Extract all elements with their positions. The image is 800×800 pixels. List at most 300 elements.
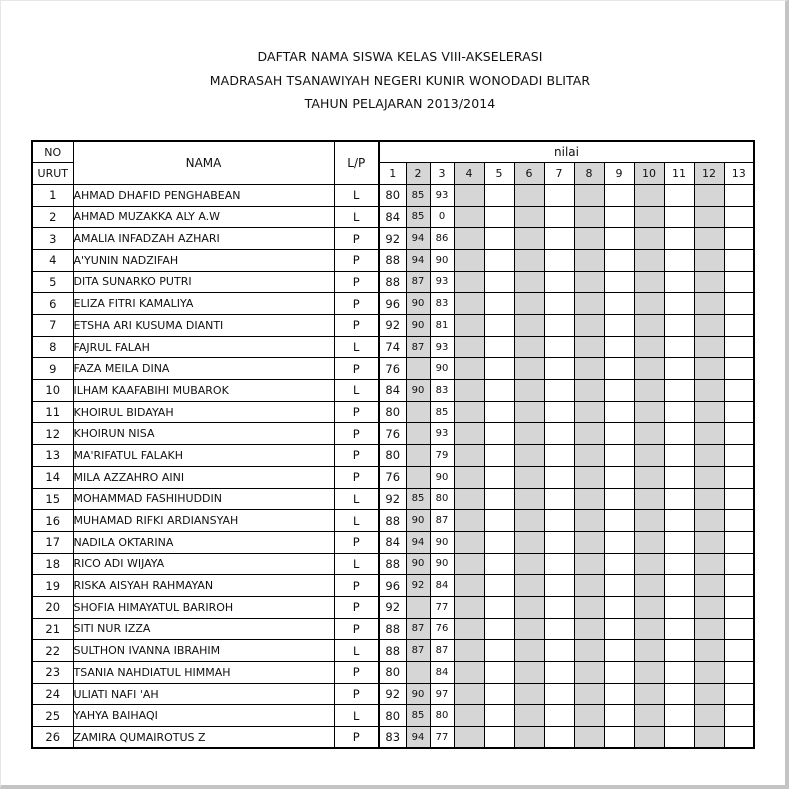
score-cell-13 xyxy=(724,488,754,510)
score-cell-3: 84 xyxy=(430,662,454,684)
score-cell-4 xyxy=(454,553,484,575)
score-cell-13 xyxy=(724,662,754,684)
table-row xyxy=(32,727,754,749)
score-cell-1: 88 xyxy=(379,510,406,532)
score-cell-13 xyxy=(724,315,754,337)
score-cell-4 xyxy=(454,315,484,337)
header-urut: URUT xyxy=(32,163,73,185)
score-cell-12 xyxy=(694,488,724,510)
score-cell-7 xyxy=(544,271,574,293)
score-cell-9 xyxy=(604,575,634,597)
score-cell-12 xyxy=(694,315,724,337)
student-number: 12 xyxy=(32,423,73,445)
student-gender: P xyxy=(334,358,379,380)
header-column-5: 5 xyxy=(484,163,514,185)
score-cell-3: 90 xyxy=(430,358,454,380)
score-cell-10 xyxy=(634,618,664,640)
score-cell-3: 93 xyxy=(430,271,454,293)
score-cell-2: 90 xyxy=(406,380,430,402)
score-cell-7 xyxy=(544,423,574,445)
student-name: FAZA MEILA DINA xyxy=(73,358,334,380)
score-cell-6 xyxy=(514,401,544,423)
score-cell-2: 90 xyxy=(406,510,430,532)
student-gender: P xyxy=(334,531,379,553)
score-cell-7 xyxy=(544,640,574,662)
score-cell-5 xyxy=(484,705,514,727)
score-cell-1: 92 xyxy=(379,315,406,337)
student-name: AHMAD MUZAKKA ALY A.W xyxy=(73,206,334,228)
student-gender: P xyxy=(334,228,379,250)
score-cell-9 xyxy=(604,510,634,532)
student-name: SULTHON IVANNA IBRAHIM xyxy=(73,640,334,662)
table-row xyxy=(32,315,754,337)
score-cell-3: 0 xyxy=(430,206,454,228)
score-cell-13 xyxy=(724,184,754,206)
score-cell-6 xyxy=(514,596,544,618)
score-cell-11 xyxy=(664,727,694,749)
score-cell-1: 76 xyxy=(379,466,406,488)
score-cell-2: 87 xyxy=(406,618,430,640)
header-column-10: 10 xyxy=(634,163,664,185)
student-number: 17 xyxy=(32,531,73,553)
score-cell-2: 94 xyxy=(406,228,430,250)
score-cell-8 xyxy=(574,727,604,749)
score-cell-8 xyxy=(574,596,604,618)
score-cell-13 xyxy=(724,531,754,553)
student-name: YAHYA BAIHAQI xyxy=(73,705,334,727)
score-cell-12 xyxy=(694,184,724,206)
score-cell-3: 83 xyxy=(430,380,454,402)
header-column-11: 11 xyxy=(664,163,694,185)
table-row xyxy=(32,466,754,488)
score-cell-8 xyxy=(574,336,604,358)
header-column-7: 7 xyxy=(544,163,574,185)
score-cell-4 xyxy=(454,380,484,402)
score-cell-3: 87 xyxy=(430,510,454,532)
score-cell-10 xyxy=(634,466,664,488)
score-cell-9 xyxy=(604,206,634,228)
student-number: 14 xyxy=(32,466,73,488)
student-gender: L xyxy=(334,336,379,358)
score-cell-4 xyxy=(454,401,484,423)
student-name: ILHAM KAAFABIHI MUBAROK xyxy=(73,380,334,402)
score-cell-6 xyxy=(514,640,544,662)
score-cell-13 xyxy=(724,553,754,575)
score-cell-11 xyxy=(664,575,694,597)
score-cell-13 xyxy=(724,596,754,618)
student-name: KHOIRUL BIDAYAH xyxy=(73,401,334,423)
score-cell-12 xyxy=(694,358,724,380)
score-cell-1: 80 xyxy=(379,184,406,206)
score-cell-5 xyxy=(484,662,514,684)
header-column-8: 8 xyxy=(574,163,604,185)
score-cell-12 xyxy=(694,575,724,597)
score-cell-8 xyxy=(574,705,604,727)
student-gender: P xyxy=(334,596,379,618)
score-cell-2 xyxy=(406,596,430,618)
header-column-1: 1 xyxy=(379,163,406,185)
score-cell-9 xyxy=(604,380,634,402)
score-cell-5 xyxy=(484,380,514,402)
header-lp: L/P xyxy=(334,141,379,184)
score-cell-13 xyxy=(724,466,754,488)
score-cell-9 xyxy=(604,336,634,358)
score-cell-13 xyxy=(724,423,754,445)
score-cell-8 xyxy=(574,271,604,293)
score-cell-7 xyxy=(544,705,574,727)
score-cell-7 xyxy=(544,184,574,206)
score-cell-11 xyxy=(664,184,694,206)
table-row xyxy=(32,358,754,380)
table-row xyxy=(32,206,754,228)
score-cell-2: 90 xyxy=(406,553,430,575)
score-cell-7 xyxy=(544,466,574,488)
score-cell-8 xyxy=(574,184,604,206)
score-cell-6 xyxy=(514,358,544,380)
score-cell-5 xyxy=(484,510,514,532)
score-cell-1: 96 xyxy=(379,575,406,597)
student-name: RICO ADI WIJAYA xyxy=(73,553,334,575)
score-cell-8 xyxy=(574,228,604,250)
score-cell-8 xyxy=(574,488,604,510)
score-cell-12 xyxy=(694,380,724,402)
student-gender: L xyxy=(334,206,379,228)
table-row xyxy=(32,553,754,575)
score-cell-3: 84 xyxy=(430,575,454,597)
score-cell-6 xyxy=(514,683,544,705)
score-cell-7 xyxy=(544,553,574,575)
score-cell-6 xyxy=(514,293,544,315)
student-gender: P xyxy=(334,401,379,423)
score-cell-2: 92 xyxy=(406,575,430,597)
score-cell-4 xyxy=(454,662,484,684)
score-cell-1: 92 xyxy=(379,228,406,250)
table-row xyxy=(32,640,754,662)
score-cell-12 xyxy=(694,206,724,228)
score-cell-10 xyxy=(634,358,664,380)
score-cell-9 xyxy=(604,531,634,553)
title-line-2: MADRASAH TSANAWIYAH NEGERI KUNIR WONODADI BLITAR xyxy=(209,73,591,88)
student-name: TSANIA NAHDIATUL HIMMAH xyxy=(73,662,334,684)
score-cell-11 xyxy=(664,401,694,423)
score-cell-7 xyxy=(544,249,574,271)
score-cell-4 xyxy=(454,727,484,749)
title-line-3: TAHUN PELAJARAN 2013/2014 xyxy=(304,96,496,111)
score-cell-12 xyxy=(694,727,724,749)
table-row xyxy=(32,662,754,684)
score-cell-11 xyxy=(664,596,694,618)
score-cell-5 xyxy=(484,358,514,380)
score-cell-10 xyxy=(634,423,664,445)
score-cell-4 xyxy=(454,249,484,271)
student-name: ZAMIRA QUMAIROTUS Z xyxy=(73,727,334,749)
table-row xyxy=(32,705,754,727)
score-cell-12 xyxy=(694,249,724,271)
score-cell-9 xyxy=(604,488,634,510)
score-cell-1: 80 xyxy=(379,662,406,684)
table-row xyxy=(32,596,754,618)
score-cell-10 xyxy=(634,531,664,553)
score-cell-8 xyxy=(574,293,604,315)
score-cell-3: 87 xyxy=(430,640,454,662)
score-cell-9 xyxy=(604,466,634,488)
student-number: 8 xyxy=(32,336,73,358)
score-cell-12 xyxy=(694,531,724,553)
score-cell-3: 80 xyxy=(430,705,454,727)
score-cell-1: 88 xyxy=(379,249,406,271)
student-name: A'YUNIN NADZIFAH xyxy=(73,249,334,271)
student-number: 20 xyxy=(32,596,73,618)
table-row xyxy=(32,618,754,640)
student-number: 21 xyxy=(32,618,73,640)
score-cell-4 xyxy=(454,336,484,358)
score-cell-13 xyxy=(724,401,754,423)
score-cell-1: 88 xyxy=(379,553,406,575)
score-cell-12 xyxy=(694,228,724,250)
score-cell-11 xyxy=(664,510,694,532)
score-cell-7 xyxy=(544,683,574,705)
score-cell-13 xyxy=(724,358,754,380)
score-cell-9 xyxy=(604,727,634,749)
score-cell-13 xyxy=(724,228,754,250)
score-cell-5 xyxy=(484,271,514,293)
student-name: SITI NUR IZZA xyxy=(73,618,334,640)
score-cell-6 xyxy=(514,228,544,250)
score-cell-2 xyxy=(406,466,430,488)
header-nama: NAMA xyxy=(73,141,334,184)
score-cell-9 xyxy=(604,293,634,315)
score-cell-12 xyxy=(694,336,724,358)
score-cell-5 xyxy=(484,228,514,250)
score-cell-13 xyxy=(724,705,754,727)
score-cell-3: 90 xyxy=(430,553,454,575)
score-cell-12 xyxy=(694,466,724,488)
score-cell-5 xyxy=(484,727,514,749)
score-cell-9 xyxy=(604,315,634,337)
score-cell-8 xyxy=(574,575,604,597)
score-cell-1: 88 xyxy=(379,271,406,293)
score-cell-10 xyxy=(634,249,664,271)
score-cell-2: 85 xyxy=(406,184,430,206)
score-cell-11 xyxy=(664,423,694,445)
title-line-1: DAFTAR NAMA SISWA KELAS VIII-AKSELERASI xyxy=(257,49,543,64)
score-cell-2: 90 xyxy=(406,293,430,315)
header-no: NO xyxy=(32,141,73,163)
score-cell-10 xyxy=(634,662,664,684)
score-cell-13 xyxy=(724,683,754,705)
score-cell-3: 97 xyxy=(430,683,454,705)
score-cell-4 xyxy=(454,271,484,293)
score-cell-10 xyxy=(634,445,664,467)
student-gender: P xyxy=(334,445,379,467)
score-cell-8 xyxy=(574,445,604,467)
score-cell-5 xyxy=(484,445,514,467)
score-cell-7 xyxy=(544,293,574,315)
table-row xyxy=(32,184,754,206)
score-cell-8 xyxy=(574,618,604,640)
score-cell-10 xyxy=(634,315,664,337)
score-cell-1: 84 xyxy=(379,380,406,402)
student-number: 13 xyxy=(32,445,73,467)
score-cell-2: 85 xyxy=(406,488,430,510)
score-cell-3: 90 xyxy=(430,466,454,488)
score-cell-11 xyxy=(664,705,694,727)
score-cell-1: 80 xyxy=(379,705,406,727)
table-row xyxy=(32,510,754,532)
student-gender: P xyxy=(334,575,379,597)
score-cell-12 xyxy=(694,553,724,575)
header-column-9: 9 xyxy=(604,163,634,185)
score-cell-2: 94 xyxy=(406,531,430,553)
score-cell-2: 94 xyxy=(406,727,430,749)
score-cell-6 xyxy=(514,336,544,358)
score-cell-4 xyxy=(454,445,484,467)
student-name: NADILA OKTARINA xyxy=(73,531,334,553)
score-cell-1: 92 xyxy=(379,683,406,705)
student-name: FAJRUL FALAH xyxy=(73,336,334,358)
score-cell-12 xyxy=(694,640,724,662)
score-cell-10 xyxy=(634,640,664,662)
score-cell-12 xyxy=(694,705,724,727)
score-cell-7 xyxy=(544,575,574,597)
score-cell-6 xyxy=(514,510,544,532)
score-cell-11 xyxy=(664,249,694,271)
score-cell-4 xyxy=(454,228,484,250)
score-cell-2: 87 xyxy=(406,640,430,662)
score-cell-1: 80 xyxy=(379,401,406,423)
score-cell-4 xyxy=(454,358,484,380)
score-cell-1: 96 xyxy=(379,293,406,315)
score-cell-3: 93 xyxy=(430,423,454,445)
score-cell-13 xyxy=(724,575,754,597)
score-cell-9 xyxy=(604,271,634,293)
score-cell-3: 93 xyxy=(430,336,454,358)
score-cell-13 xyxy=(724,336,754,358)
score-cell-13 xyxy=(724,271,754,293)
score-cell-1: 84 xyxy=(379,206,406,228)
student-name: SHOFIA HIMAYATUL BARIROH xyxy=(73,596,334,618)
table-row xyxy=(32,401,754,423)
score-cell-5 xyxy=(484,531,514,553)
table-row xyxy=(32,249,754,271)
student-grade-table xyxy=(31,140,755,749)
score-cell-11 xyxy=(664,662,694,684)
student-number: 3 xyxy=(32,228,73,250)
score-cell-10 xyxy=(634,380,664,402)
score-cell-5 xyxy=(484,401,514,423)
score-cell-8 xyxy=(574,358,604,380)
score-cell-6 xyxy=(514,553,544,575)
score-cell-6 xyxy=(514,727,544,749)
table-row xyxy=(32,488,754,510)
score-cell-5 xyxy=(484,336,514,358)
score-cell-13 xyxy=(724,640,754,662)
score-cell-8 xyxy=(574,510,604,532)
table-row xyxy=(32,683,754,705)
table-row xyxy=(32,531,754,553)
score-cell-6 xyxy=(514,705,544,727)
score-cell-8 xyxy=(574,206,604,228)
score-cell-10 xyxy=(634,228,664,250)
score-cell-6 xyxy=(514,380,544,402)
score-cell-8 xyxy=(574,249,604,271)
score-cell-2 xyxy=(406,401,430,423)
score-cell-10 xyxy=(634,683,664,705)
score-cell-11 xyxy=(664,315,694,337)
score-cell-7 xyxy=(544,596,574,618)
score-cell-6 xyxy=(514,206,544,228)
student-name: MA'RIFATUL FALAKH xyxy=(73,445,334,467)
score-cell-7 xyxy=(544,358,574,380)
score-cell-3: 83 xyxy=(430,293,454,315)
score-cell-9 xyxy=(604,401,634,423)
student-name: RISKA AISYAH RAHMAYAN xyxy=(73,575,334,597)
student-number: 6 xyxy=(32,293,73,315)
score-cell-3: 90 xyxy=(430,249,454,271)
student-number: 15 xyxy=(32,488,73,510)
score-cell-9 xyxy=(604,249,634,271)
score-cell-6 xyxy=(514,531,544,553)
score-cell-2: 90 xyxy=(406,683,430,705)
score-cell-8 xyxy=(574,380,604,402)
student-gender: L xyxy=(334,184,379,206)
score-cell-11 xyxy=(664,358,694,380)
score-cell-11 xyxy=(664,683,694,705)
score-cell-1: 88 xyxy=(379,640,406,662)
score-cell-6 xyxy=(514,466,544,488)
score-cell-7 xyxy=(544,206,574,228)
score-cell-7 xyxy=(544,401,574,423)
score-cell-12 xyxy=(694,683,724,705)
score-cell-4 xyxy=(454,488,484,510)
score-cell-6 xyxy=(514,423,544,445)
student-number: 23 xyxy=(32,662,73,684)
score-cell-5 xyxy=(484,315,514,337)
score-cell-10 xyxy=(634,184,664,206)
student-gender: P xyxy=(334,249,379,271)
student-number: 10 xyxy=(32,380,73,402)
student-name: AHMAD DHAFID PENGHABEAN xyxy=(73,184,334,206)
student-number: 2 xyxy=(32,206,73,228)
score-cell-9 xyxy=(604,445,634,467)
score-cell-10 xyxy=(634,727,664,749)
table-row xyxy=(32,575,754,597)
table-row xyxy=(32,271,754,293)
student-name: MOHAMMAD FASHIHUDDIN xyxy=(73,488,334,510)
student-gender: P xyxy=(334,293,379,315)
student-name: KHOIRUN NISA xyxy=(73,423,334,445)
score-cell-5 xyxy=(484,293,514,315)
table-row xyxy=(32,336,754,358)
score-cell-2 xyxy=(406,423,430,445)
score-cell-10 xyxy=(634,575,664,597)
score-cell-13 xyxy=(724,445,754,467)
score-cell-2: 87 xyxy=(406,271,430,293)
score-cell-11 xyxy=(664,380,694,402)
student-number: 26 xyxy=(32,727,73,749)
score-cell-1: 76 xyxy=(379,423,406,445)
score-cell-5 xyxy=(484,249,514,271)
score-cell-11 xyxy=(664,228,694,250)
score-cell-1: 84 xyxy=(379,531,406,553)
student-number: 11 xyxy=(32,401,73,423)
score-cell-7 xyxy=(544,228,574,250)
score-cell-10 xyxy=(634,293,664,315)
score-cell-6 xyxy=(514,445,544,467)
score-cell-8 xyxy=(574,315,604,337)
score-cell-11 xyxy=(664,488,694,510)
header-column-6: 6 xyxy=(514,163,544,185)
